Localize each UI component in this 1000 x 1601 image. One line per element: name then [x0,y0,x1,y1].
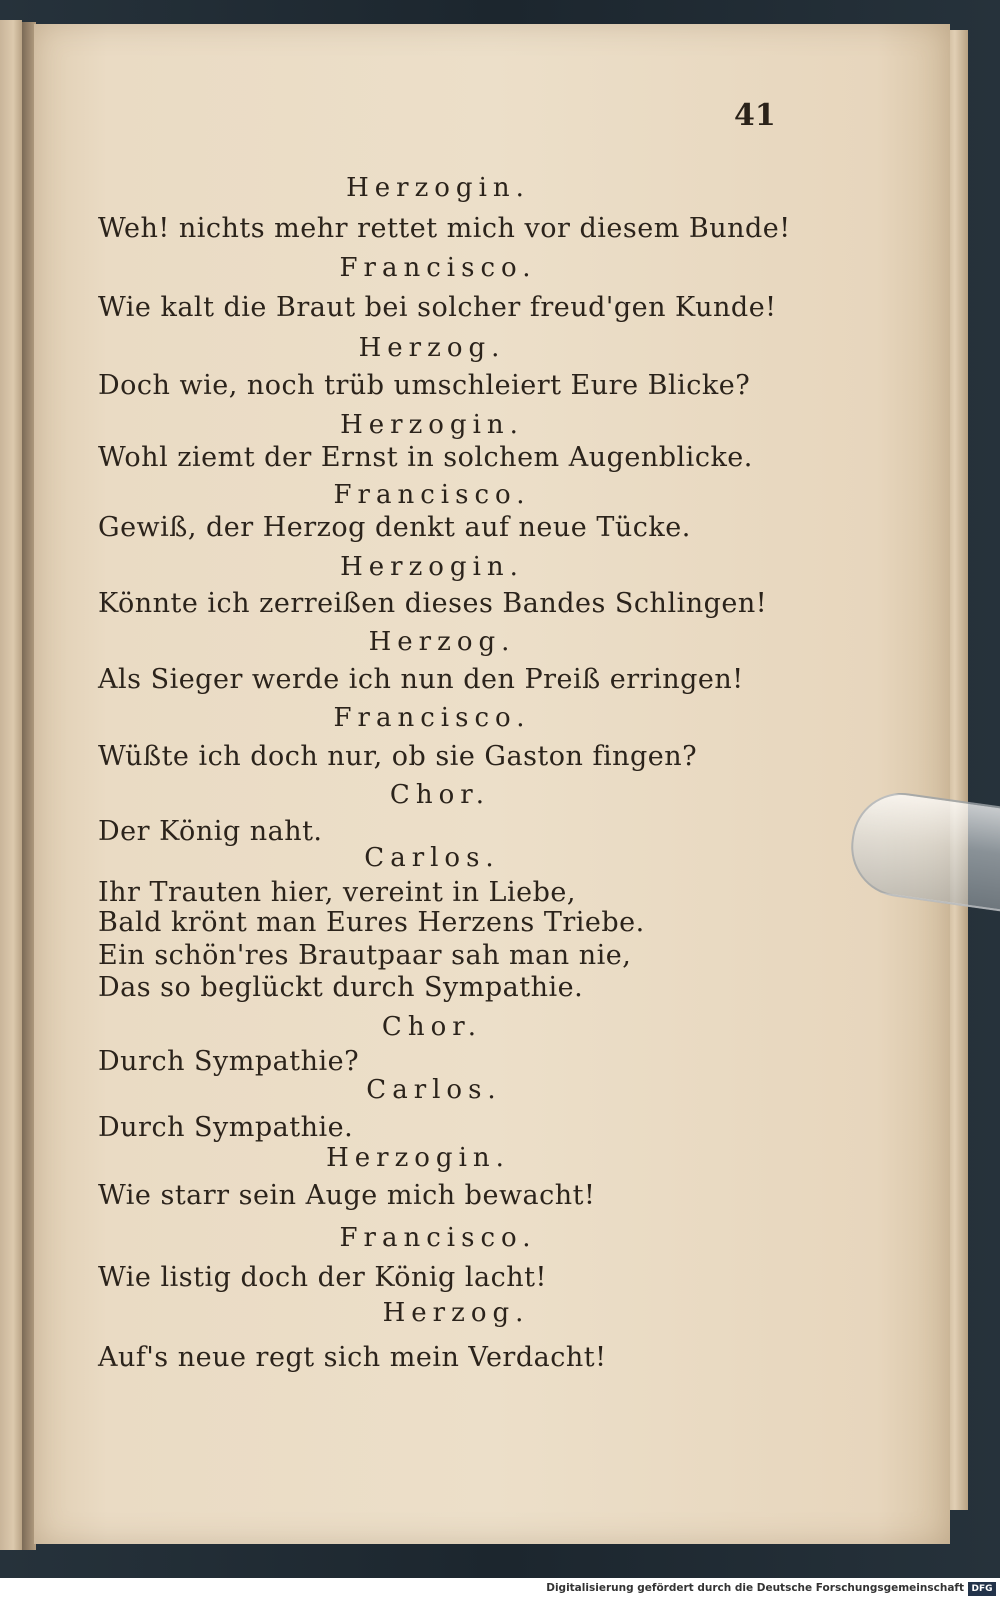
speaker-label: Chor. [389,780,491,810]
verse-line: Könnte ich zerreißen dieses Bandes Schlingen! [98,588,768,619]
verse-line: Wohl ziemt der Ernst in solchem Augenblicke. [98,442,753,473]
verse-line: Als Sieger werde ich nun den Preiß erringen! [98,664,744,695]
speaker-label: Chor. [381,1012,483,1042]
speaker-label: Francisco. [333,703,531,733]
verse-line: Wie listig doch der König lacht! [98,1262,547,1293]
verse-line: Durch Sympathie. [98,1112,354,1143]
verse-line: Durch Sympathie? [98,1046,360,1077]
speaker-label: Herzog. [358,333,506,363]
verse-line: Bald krönt man Eures Herzens Triebe. [98,907,645,938]
speaker-label: Herzogin. [326,1143,510,1173]
verse-line: Doch wie, noch trüb umschleiert Eure Blicke? [98,370,751,401]
verse-line: Das so beglückt durch Sympathie. [98,972,584,1003]
speaker-label: Carlos. [366,1075,502,1105]
footer-bar [0,1578,1000,1601]
speaker-label: Francisco. [339,1223,537,1253]
speaker-label: Herzog. [368,627,516,657]
verse-line: Wüßte ich doch nur, ob sie Gaston fingen? [98,741,698,772]
page-number: 41 [734,98,776,133]
speaker-label: Francisco. [339,253,537,283]
speaker-label: Herzog. [382,1298,530,1328]
verse-line: Ein schön'res Brautpaar sah man nie, [98,940,632,971]
verse-line: Wie starr sein Auge mich bewacht! [98,1180,596,1211]
verse-line: Der König naht. [98,816,323,847]
verse-line: Weh! nichts mehr rettet mich vor diesem Bunde! [98,213,791,244]
verse-line: Gewiß, der Herzog denkt auf neue Tücke. [98,512,691,543]
verse-line: Ihr Trauten hier, vereint in Liebe, [98,877,576,908]
speaker-label: Francisco. [333,480,531,510]
verse-line: Wie kalt die Braut bei solcher freud'gen Kunde! [98,292,777,323]
funding-credit: Digitalisierung gefördert durch die Deutsche Forschungsgemeinschaft [546,1582,964,1594]
dfg-logo: DFG [968,1582,996,1596]
speaker-label: Herzogin. [340,410,524,440]
left-page-edge [0,20,22,1550]
speaker-label: Carlos. [364,843,500,873]
verse-line: Auf's neue regt sich mein Verdacht! [98,1342,607,1373]
speaker-label: Herzogin. [340,552,524,582]
speaker-label: Herzogin. [346,173,530,203]
